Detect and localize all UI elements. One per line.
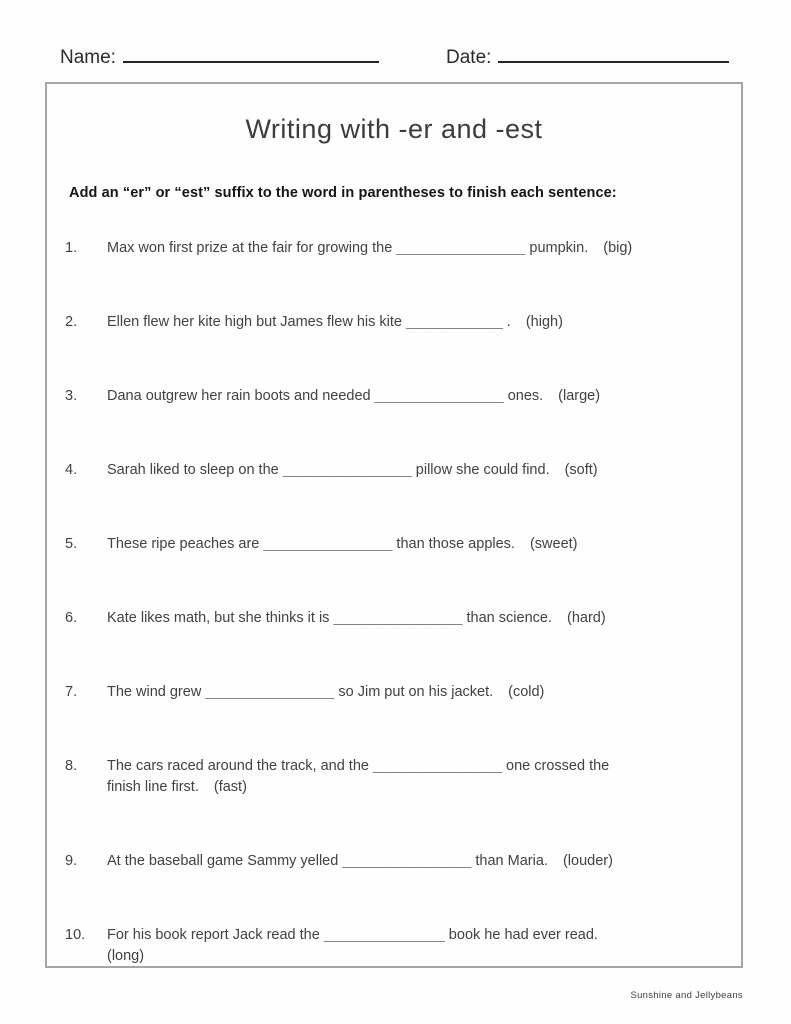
worksheet-title: Writing with -er and -est xyxy=(245,114,543,144)
question-text xyxy=(107,608,673,629)
answer-blank[interactable]: _______________ xyxy=(323,927,445,943)
name-label: Name: xyxy=(60,47,116,68)
sentence-before-blank: For his book report Jack read the xyxy=(107,927,324,943)
word-hint: (long) xyxy=(107,948,145,964)
question-item xyxy=(47,608,741,629)
question-item xyxy=(47,534,741,555)
sentence-before-blank: Ellen flew her kite high but James flew his kite xyxy=(107,314,406,330)
question-text xyxy=(107,682,673,703)
question-text xyxy=(107,851,673,872)
answer-blank[interactable]: ________________ xyxy=(205,684,335,700)
sentence-after-blank: than those apples. xyxy=(392,536,515,552)
sentence-before-blank: The cars raced around the track, and the xyxy=(107,758,373,774)
question-number: 9. xyxy=(65,853,78,869)
word-hint: (large) xyxy=(558,388,601,404)
question-text xyxy=(107,312,673,333)
sentence-after-blank: one crossed the xyxy=(502,758,610,774)
date-blank-line[interactable] xyxy=(498,46,729,63)
question-number: 1. xyxy=(65,240,78,256)
question-item xyxy=(47,756,741,798)
answer-blank[interactable]: ________________ xyxy=(342,853,472,869)
sentence-before-blank: Max won first prize at the fair for growing the xyxy=(107,240,397,256)
sentence-before-blank: Dana outgrew her rain boots and needed xyxy=(107,388,375,404)
name-field-group xyxy=(60,46,379,69)
answer-blank[interactable]: ________________ xyxy=(396,240,526,256)
word-hint: (high) xyxy=(525,314,563,330)
answer-blank[interactable]: ________________ xyxy=(333,610,463,626)
date-field-group xyxy=(446,46,729,69)
sentence-before-blank: At the baseball game Sammy yelled xyxy=(107,853,343,869)
sentence-after-blank: . xyxy=(502,314,511,330)
question-item xyxy=(47,312,741,333)
question-number: 8. xyxy=(65,758,78,774)
question-number: 6. xyxy=(65,610,78,626)
sentence-after-blank: ones. xyxy=(503,388,544,404)
answer-blank[interactable]: ________________ xyxy=(374,388,504,404)
name-blank-line[interactable] xyxy=(123,46,379,63)
word-hint: (big) xyxy=(603,240,633,256)
sentence-after-blank: than Maria. xyxy=(471,853,548,869)
question-text xyxy=(107,386,673,407)
sentence-before-blank: These ripe peaches are xyxy=(107,536,264,552)
question-number: 5. xyxy=(65,536,78,552)
question-number: 4. xyxy=(65,462,78,478)
sentence-before-blank: The wind grew xyxy=(107,684,206,700)
sentence-after-blank: than science. xyxy=(462,610,552,626)
worksheet-instructions: Add an “er” or “est” suffix to the word in parentheses to finish each sentence: xyxy=(69,185,617,201)
question-text xyxy=(107,925,673,967)
page-header xyxy=(60,46,745,74)
sentence-before-blank: Sarah liked to sleep on the xyxy=(107,462,283,478)
answer-blank[interactable]: ________________ xyxy=(263,536,393,552)
question-item xyxy=(47,925,741,967)
question-number: 10. xyxy=(65,927,86,943)
question-text xyxy=(107,756,673,798)
sentence-after-blank: book he had ever read. xyxy=(444,927,598,943)
question-text xyxy=(107,238,673,259)
question-item xyxy=(47,682,741,703)
word-hint: (cold) xyxy=(508,684,545,700)
sentence-after-blank: so Jim put on his jacket. xyxy=(334,684,494,700)
sentence-after-blank: pillow she could find. xyxy=(411,462,550,478)
word-hint: (hard) xyxy=(566,610,606,626)
sentence-before-blank: Kate likes math, but she thinks it is xyxy=(107,610,334,626)
question-number: 2. xyxy=(65,314,78,330)
worksheet-box xyxy=(45,82,743,968)
word-hint: (sweet) xyxy=(529,536,578,552)
answer-blank[interactable]: ________________ xyxy=(282,462,412,478)
sentence-second-line: finish line first. xyxy=(107,779,199,795)
question-text xyxy=(107,534,673,555)
sentence-after-blank: pumpkin. xyxy=(525,240,589,256)
answer-blank[interactable]: ____________ xyxy=(406,314,503,330)
answer-blank[interactable]: ________________ xyxy=(372,758,503,774)
word-hint: (soft) xyxy=(564,462,598,478)
word-hint: (louder) xyxy=(562,853,613,869)
question-number: 3. xyxy=(65,388,78,404)
question-number: 7. xyxy=(65,684,78,700)
question-text xyxy=(107,460,673,481)
question-item xyxy=(47,851,741,872)
word-hint: (fast) xyxy=(213,779,247,795)
publisher-credit: Sunshine and Jellybeans xyxy=(630,990,743,1001)
question-list xyxy=(47,238,741,967)
date-label: Date: xyxy=(446,47,492,68)
question-item xyxy=(47,460,741,481)
question-item xyxy=(47,238,741,259)
question-item xyxy=(47,386,741,407)
